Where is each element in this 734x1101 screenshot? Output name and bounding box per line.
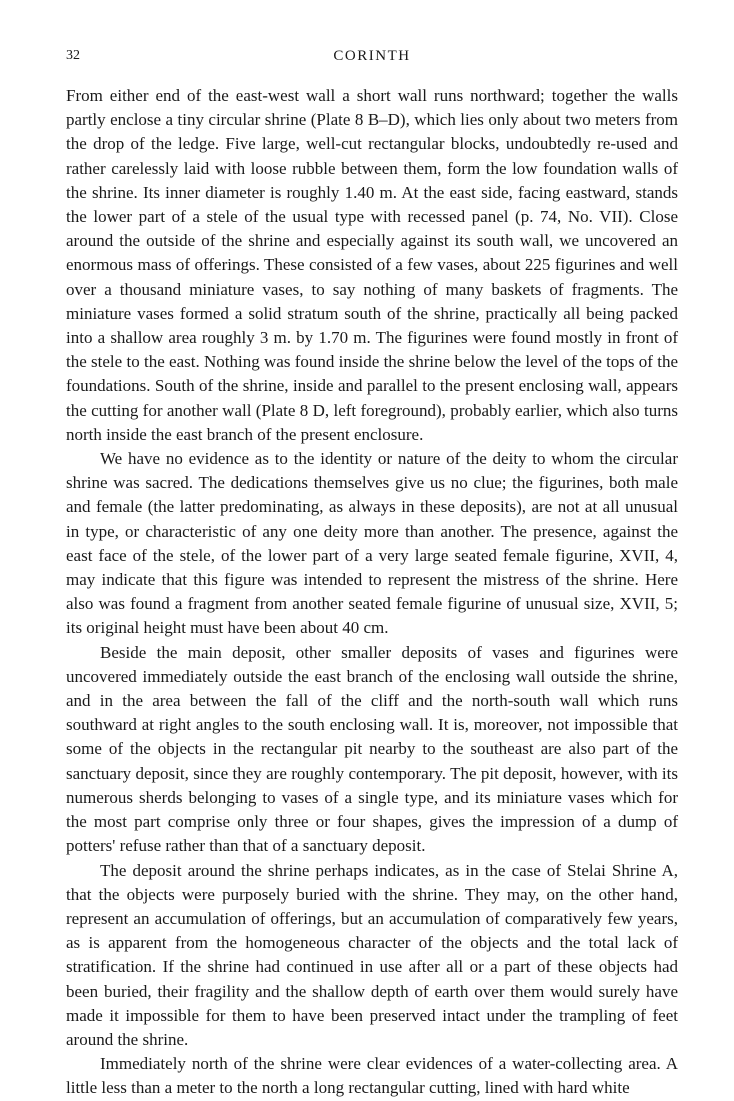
running-head (66, 48, 678, 68)
page-number: 32 (66, 48, 80, 63)
paragraph-water-collecting-area: Immediately north of the shrine were clear evidences of a water-collecting area. A little less than a meter to the north a long rectangular cutting, lined with hard white (66, 1054, 678, 1098)
paragraph-circular-shrine: From either end of the east-west wall a short wall runs northward; together the walls partly enclose a tiny circular shrine (Plate 8 B–D), which lies only about two meters from the drop of the ledge. Five large, well-cut rectangular blocks, undoubtedly re-used and rather carelessly laid with loose rubble between them, form the low foundation walls of the shrine. Its inner diameter is roughly 1.40 m. At the east side, facing eastward, stands the lower part of a stele of the usual type with recessed panel (p. 74, No. VII). Close around the outside of the shrine and especially against its south wall, we uncovered an enormous mass of offerings. These consisted of a few vases, about 225 figurines and well over a thousand miniature vases, to say nothing of many baskets of fragments. The miniature vases formed a solid stratum south of the shrine, practically all being packed into a shallow area roughly 3 m. by 1.70 m. The figurines were found mostly in front of the stele to the east. Nothing was found inside the shrine below the level of the tops of the foundations. South of the shrine, inside and parallel to the present enclosing wall, appears the cutting for another wall (Plate 8 D, left foreground), probably earlier, which also turns north inside the east branch of the present enclosure. (66, 86, 678, 444)
running-title: CORINTH (333, 48, 411, 64)
paragraph-smaller-deposits: Beside the main deposit, other smaller deposits of vases and figurines were uncovered immediately outside the east branch of the enclosing wall outside the shrine, and in the area between the fall of the cliff and the north-south wall which runs southward at right angles to the south enclosing wall. It is, moreover, not impossible that some of the objects in the rectangular pit nearby to the southeast are also part of the sanctuary deposit, since they are roughly contemporary. The pit deposit, however, with its numerous sherds belonging to vases of a single type, and its miniature vases which for the most part comprise only three or four shapes, gives the impression of a dump of potters' refuse rather than that of a sanctuary deposit. (66, 642, 678, 856)
paragraph-burial-interpretation: The deposit around the shrine perhaps indicates, as in the case of Stelai Shrine A, that the objects were purposely buried with the shrine. They may, on the other hand, represent an accumulation of offerings, but an accumulation of comparatively few years, as is apparent from the homogeneous character of the objects and the total lack of stratification. If the shrine had continued in use after all or a part of these objects had been buried, their fragility and the shallow depth of earth over them would surely have made it impossible for them to have been preserved intact under the trampling of feet around the shrine. (66, 860, 678, 1049)
body-text (66, 84, 678, 1101)
paragraph-deity: We have no evidence as to the identity or nature of the deity to whom the circular shrine was sacred. The dedications themselves give us no clue; the figurines, both male and female (the latter predominating, as always in these deposits), are not at all unusual in type, or characteristic of any one deity more than another. The presence, against the east face of the stele, of the lower part of a very large seated female figurine, XVII, 4, may indicate that this figure was intended to represent the mistress of the shrine. Here also was found a fragment from another seated female figurine of unusual size, XVII, 5; its original height must have been about 40 cm. (66, 449, 678, 638)
